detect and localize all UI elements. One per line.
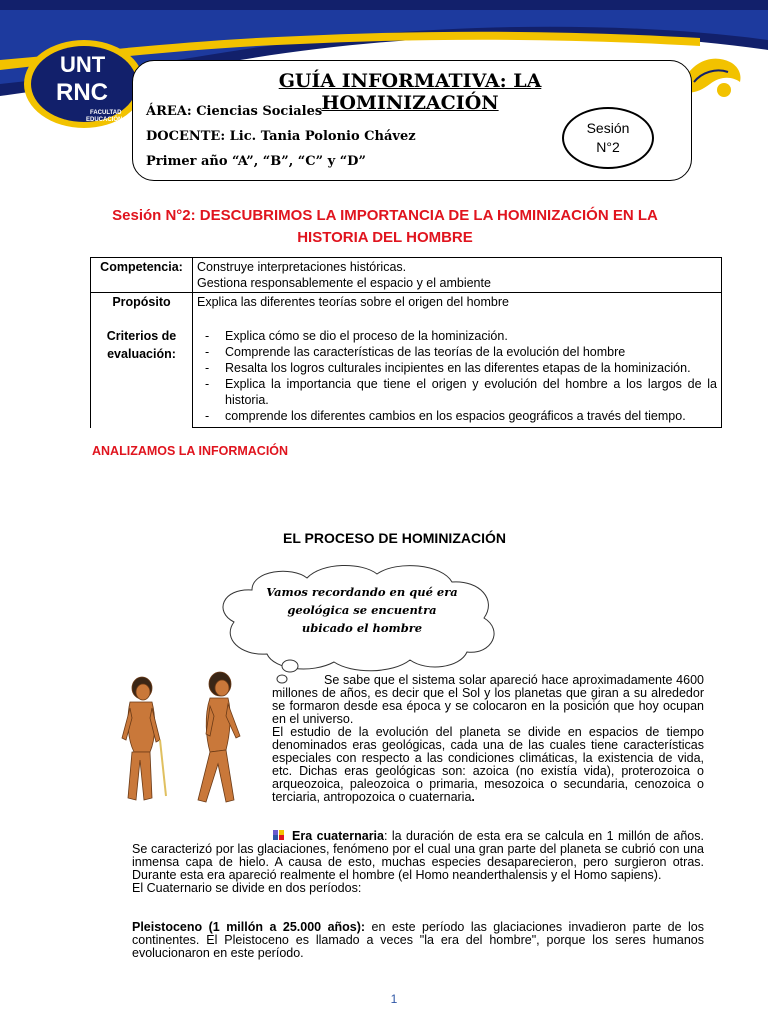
paragraph-text-2b: El Cuaternario se divide en dos períodos: xyxy=(132,881,362,895)
docente-label: DOCENTE: Lic. Tania Polonio Chávez xyxy=(146,129,416,144)
bullet-arrow-icon xyxy=(272,829,286,841)
list-item: - Explica cómo se dio el proceso de la hominización. xyxy=(225,328,717,344)
session-badge xyxy=(562,107,654,169)
criterios-label-2: evaluación: xyxy=(107,347,176,361)
paragraph-text-2: : la duración de esta era se calcula en 1 millón de años. Se caracterizó por las glaciaciones, fenómeno por el cual una gran parte del planeta se cubrió con una inmensa capa de hielo. A causa de esto, muchas especies desaparecieron, pero surgieron otras. Durante esta era apareció realmente el hombre (el Homo neanderthalensis y el Homo sapiens). xyxy=(132,829,704,882)
list-item: - comprende los diferentes cambios en los espacios geográficos a través del tiempo. xyxy=(225,408,717,424)
hominids-illustration xyxy=(110,660,260,820)
proposito-label xyxy=(91,293,193,428)
paragraph-text-3: en este período las glaciaciones invadieron parte de los continentes. El Pleistoceno es llamado a veces "la era del hombre", porque los seres humanos evolucionaron en este período. xyxy=(132,920,704,960)
grade-label: Primer año “A”, “B”, “C” y “D” xyxy=(146,154,366,169)
svg-text:EDUCACIÓN: EDUCACIÓN xyxy=(86,117,123,123)
list-item: - Explica la importancia que tiene el origen y evolución del hombre a los largos de la historia. xyxy=(225,376,717,408)
svg-text:RNC: RNC xyxy=(56,79,108,106)
section-title-proceso: EL PROCESO DE HOMINIZACIÓN xyxy=(283,530,506,546)
table-row xyxy=(91,258,722,293)
session-heading-line1: Sesión N°2: DESCUBRIMOS LA IMPORTANCIA DE LA HOMINIZACIÓN EN LA xyxy=(112,207,658,224)
paragraph-pleistoceno xyxy=(132,921,704,960)
paragraph-text-1b: El estudio de la evolución del planeta se divide en espacios de tiempo denominados eras geológicas, cada una de las cuales tiene características especiales con respecto a las condiciones climáticas, la existencia de vida, etc. Dichas eras geológicas son: azoica (no existía vida), proterozoica o arqueozoica, paleozoica o primaria, mesozoica o secundaria, cenozoica o terciaria, antropozoica o cuaternaria xyxy=(272,725,704,804)
page-title: GUÍA INFORMATIVA: LA HOMINIZACIÓN xyxy=(278,70,542,114)
list-item: - Comprende las características de las teorías de la evolución del hombre xyxy=(225,344,717,360)
page-number: 1 xyxy=(390,992,398,1006)
session-badge-line2: N°2 xyxy=(596,139,620,155)
session-heading-line2: HISTORIA DEL HOMBRE xyxy=(297,229,473,246)
competencia-1: Construye interpretaciones históricas. xyxy=(197,260,407,274)
proposito-text: Explica las diferentes teorías sobre el origen del hombre xyxy=(197,295,509,309)
area-label: ÁREA: Ciencias Sociales xyxy=(146,104,323,119)
competencia-label: Competencia: xyxy=(91,258,193,293)
session-badge-line1: Sesión xyxy=(586,120,630,136)
paragraph-era-cuaternaria xyxy=(132,829,704,895)
session-heading xyxy=(80,205,690,249)
section-heading-analizamos: ANALIZAMOS LA INFORMACIÓN xyxy=(92,444,289,458)
competencia-2: Gestiona responsablemente el espacio y el ambiente xyxy=(197,276,491,290)
paragraph-sistema-solar xyxy=(272,674,704,804)
criterios-label-1: Criterios de xyxy=(106,329,177,343)
criterios-list xyxy=(197,328,717,424)
table-row xyxy=(91,293,722,428)
competencias-table xyxy=(90,257,722,428)
pleistoceno-label: Pleistoceno (1 millón a 25.000 años): xyxy=(132,920,366,934)
thought-cloud-text: Vamos recordando en qué era geológica se encuentra ubicado el hombre xyxy=(266,585,458,635)
paragraph-text-1: Se sabe que el sistema solar apareció hace aproximadamente 4600 millones de años, es decir que el Sol y los planetas que giran a su alrededor se formaron desde esa época y se colocaron en la posición que hoy ocupan en el universo. xyxy=(272,673,704,726)
proposito-label-text: Propósito xyxy=(112,295,171,309)
proposito-cell xyxy=(193,293,722,428)
svg-text:FACULTAD: FACULTAD xyxy=(90,110,122,116)
svg-text:UNT: UNT xyxy=(60,52,106,77)
era-cuaternaria-label: Era cuaternaria xyxy=(292,829,384,843)
list-item: - Resalta los logros culturales incipientes en las diferentes etapas de la hominización. xyxy=(225,360,717,376)
competencia-cell xyxy=(193,258,722,293)
paragraph-text-1b-end: . xyxy=(471,790,475,804)
